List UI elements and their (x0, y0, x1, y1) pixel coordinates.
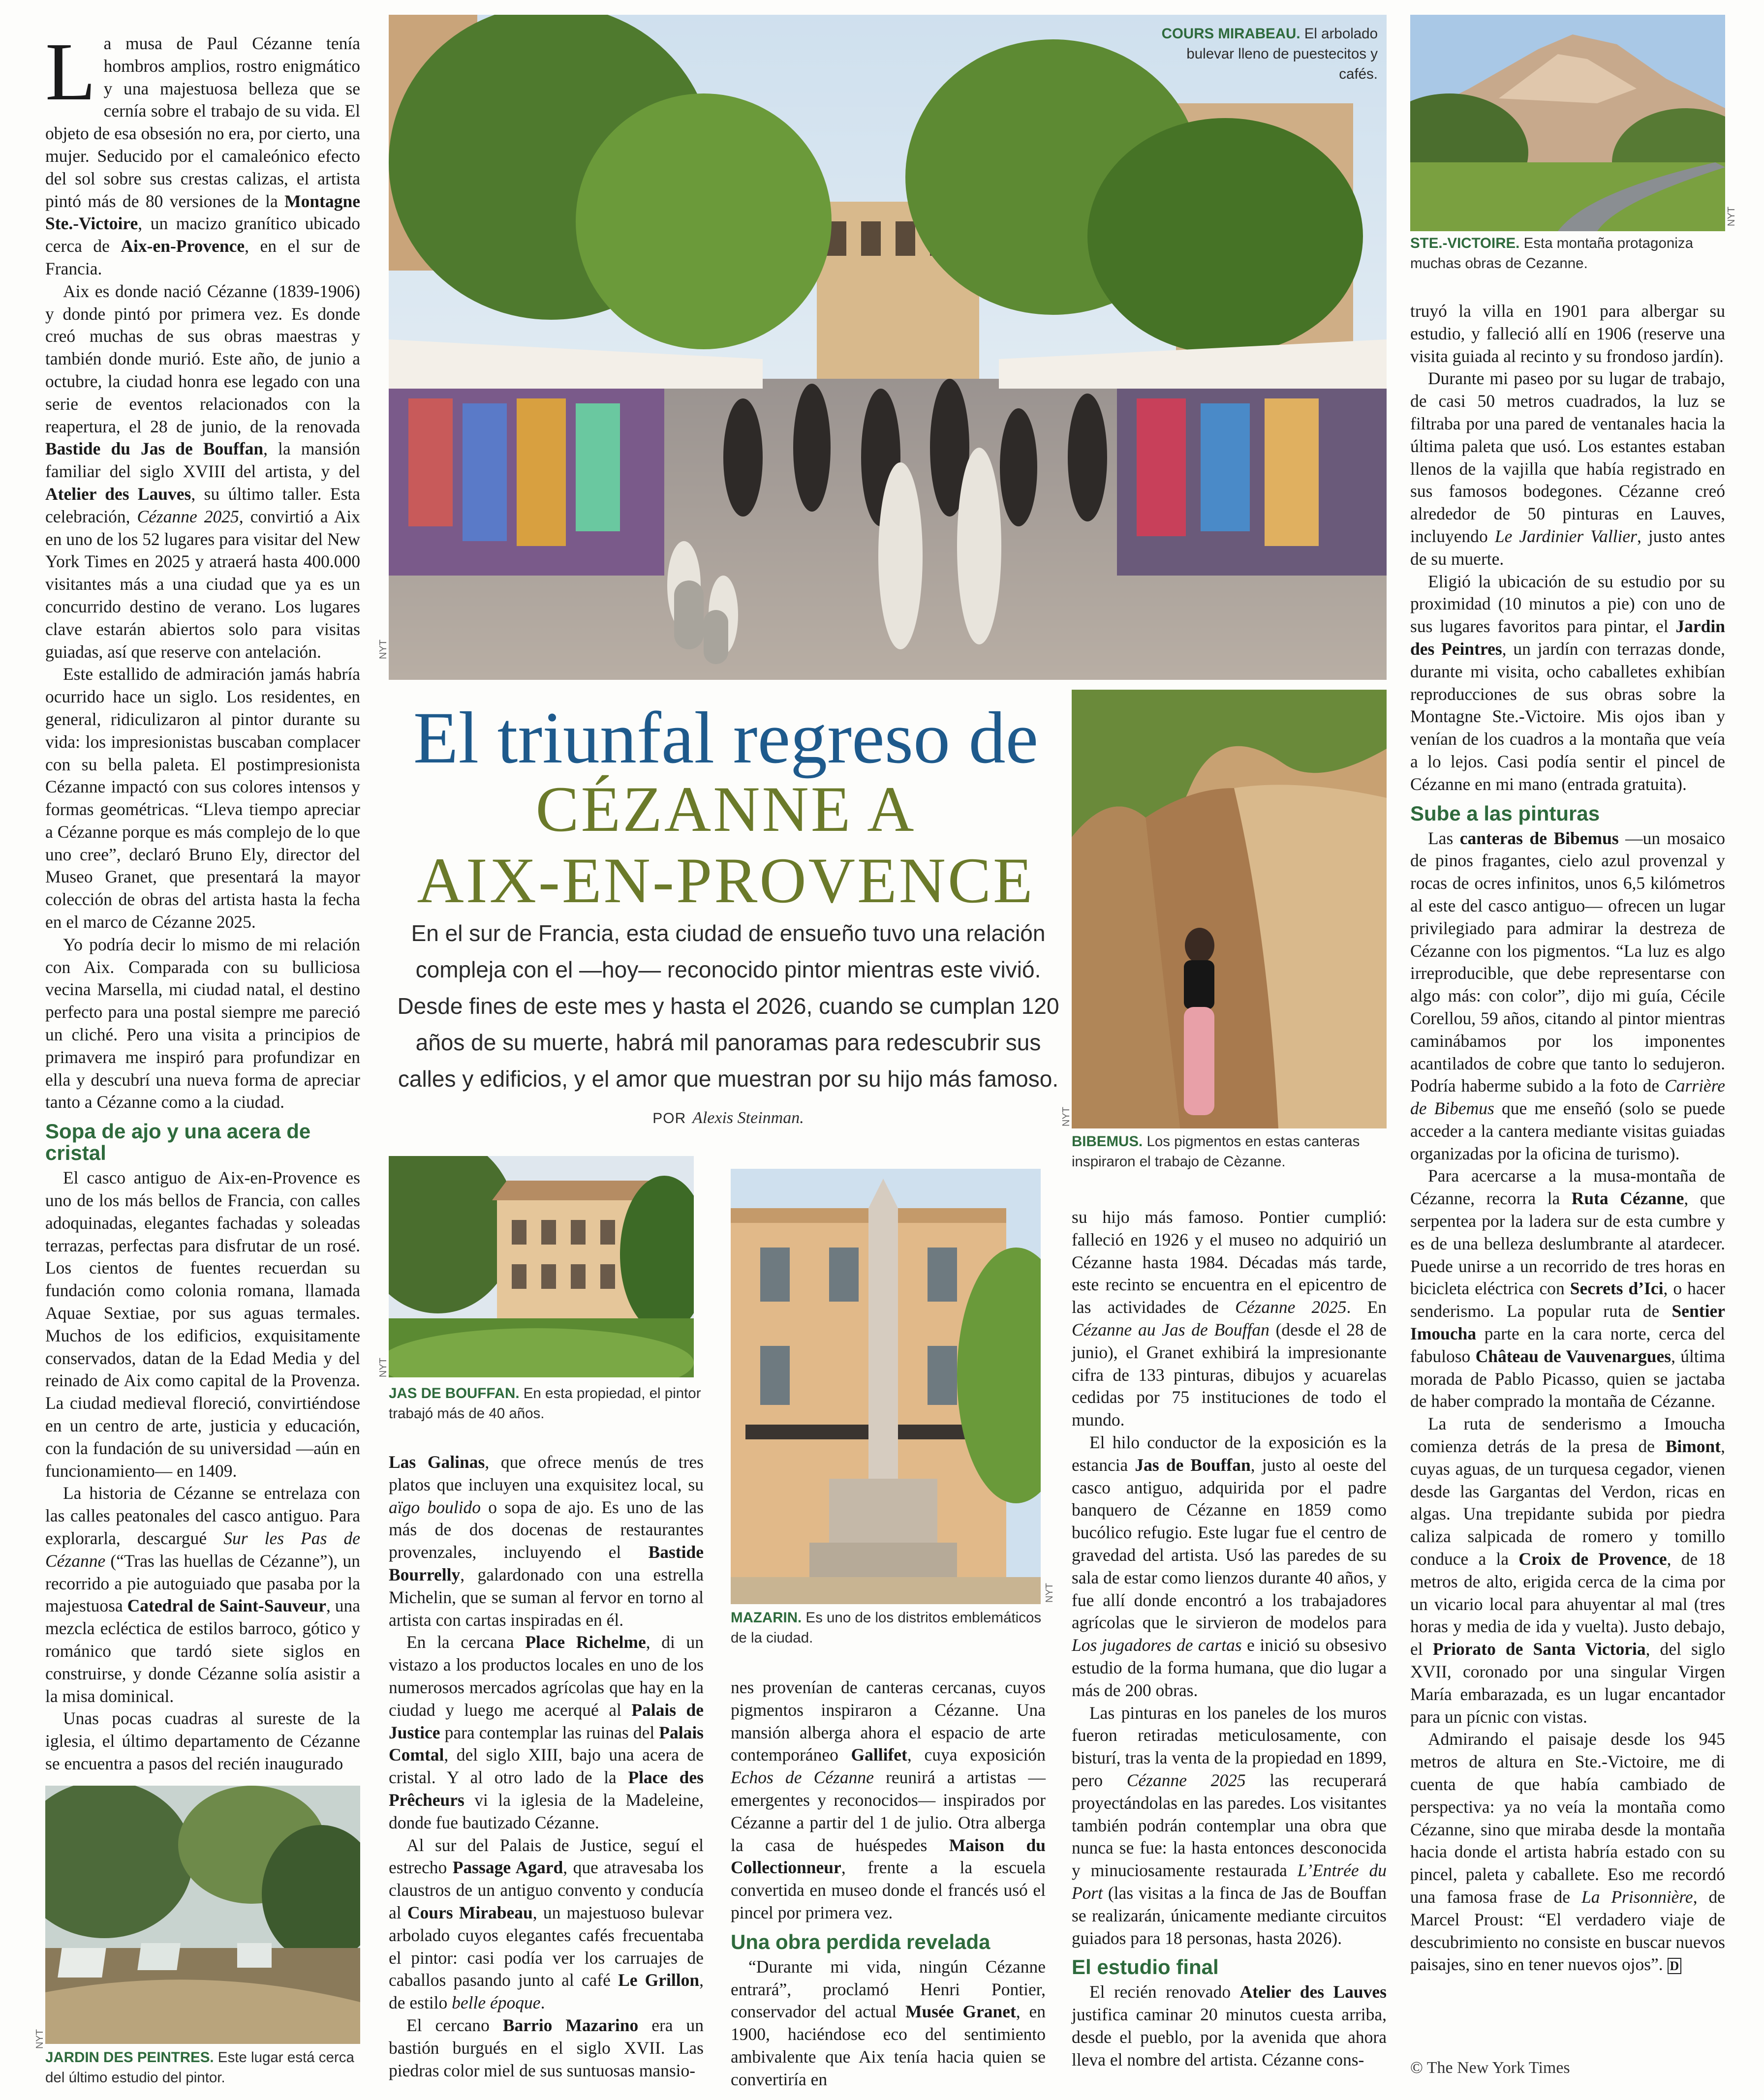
caption-bibemus: BIBEMUS. Los pigmentos en estas canteras inspiraron el trabajo de Cèzanne. (1072, 1133, 1360, 1170)
dek: En el sur de Francia, esta ciudad de ensueño tuvo una relación compleja con el —hoy— reconocido pintor mientras este vivió. Desde fines de este mes y hasta el 2026, cuando se cumplan 120 años de su muerte, habrá mil panoramas para redescubrir sus calles y edificios, y el amor que muestran por su hijo más famoso. POR Alexis Steinman. (397, 920, 1059, 1127)
paragraph: nes provenían de canteras cercanas, cuyos pigmentos inspiraron a Cézanne. Una mansión alberga ahora el espacio de arte contemporáneo Gallifet, cuya exposición Echos de Cézanne reunirá a artistas —emergentes y reconocidos— inspirados por Cézanne a partir del 1 de julio. Otra alberga la casa de huéspedes Maison du Collectionneur, frente a la escuela convertida en museo donde el francés usó el pincel por primera vez. (731, 1677, 1046, 1922)
paragraph: “Durante mi vida, ningún Cézanne entrará”, proclamó Henri Pontier, conservador del actual Musée Granet, en 1900, haciéndose eco del sentimiento ambivalente que Aix tenía hacia quien se convertiría en (731, 1956, 1046, 2089)
article-column-2 (389, 1451, 704, 2082)
paragraph: Yo podría decir lo mismo de mi relación con Aix. Comparada con su bulliciosa vecina Marsella, mi ciudad natal, el destino perfecto para una postal siempre me pareció un cliché. Pero una visita a principios de primavera me inspiró para profundizar en ella y descubrí una nueva forma de apreciar tanto a Cézanne como a la ciudad. (45, 934, 360, 1112)
photo-credit: NYT (378, 639, 389, 659)
photo-credit: NYT (34, 2029, 45, 2049)
headline-line-1: El triunfal regreso de (413, 697, 1039, 779)
paragraph: La musa de Paul Cézanne tenía hombros amplios, rostro enigmático y una majestuosa belleza que se cernía sobre el trabajo de su vida. El objeto de esa obsesión no era, por cierto, una mujer. Seducido por el camaleónico efecto del sol sobre sus crestas calizas, el artista pintó más de 80 versiones de la Montagne Ste.-Victoire, un macizo granítico ubicado cerca de Aix-en-Provence, en el sur de Francia. (45, 26, 360, 278)
paragraph: La ruta de senderismo a Imoucha comienza detrás de la presa de Bimont, cuyas aguas, de un turquesa cegador, vienen desde las Gargantas del Verdon, ricas en algas. Una trepidante subida por piedra caliza salpicada de romero y tomillo conduce a la Croix de Provence, de 18 metros de alto, erigida cerca de la cima por un vicario local para ahuyentar al mal (tres horas y media de ida y vuelta). Justo debajo, el Priorato de Santa Victoria, del siglo XVII, coronado por una singular Virgen María embarazada, es un lugar encantador para un pícnic con vistas. (1410, 1414, 1725, 1727)
subhead-estudio: El estudio final (1072, 1955, 1219, 1979)
paragraph: El recién renovado Atelier des Lauves justifica caminar 20 minutos cuesta arriba, desde el pueblo, por la avenida que ahora lleva el nombre del artista. Cézanne cons- (1072, 1982, 1387, 2070)
subhead-sopa: Sopa de ajo y una acera de cristal (45, 1120, 311, 1165)
paragraph: El casco antiguo de Aix-en-Provence es uno de los más bellos de Francia, con calles adoquinadas, elegantes fachadas y soleadas terrazas, perfectas para disfrutar de un rosé. Los cientos de fuentes recuerdan su fundación como colonia romana, llamada Aquae Sextiae, por sus aguas termales. Muchos de los edificios, exquisitamente conservados, datan de la Edad Media y del reinado de Aix como capital de la Provenza. La ciudad medieval floreció, convirtiéndose en un centro de arte, justicia y educación, con la fundación de su universidad —aún en funcionamiento— en 1409. (45, 1168, 360, 1481)
photo-credit: NYT (1061, 1107, 1072, 1126)
cours-mirabeau-photo (389, 15, 1387, 680)
ste-victoire-photo (1410, 15, 1725, 231)
photo-credit: NYT (1726, 207, 1737, 226)
paragraph: Las pinturas en los paneles de los muros fueron retiradas meticulosamente, con bisturí, tras la venta de la propiedad en 1899, pero Cézanne 2025 las recuperará proyectándolas en las paredes. Los visitantes también podrán contemplar una obra que nunca se fue: la hasta entonces desconocida y minuciosamente restaurada L’Entrée du Port (las visitas a la finca de Jas de Bouffan se realizarán, únicamente mediante circuitos guiados para 18 personas, hasta 2026). (1072, 1703, 1387, 1948)
caption-cours-mirabeau: COURS MIRABEAU. El arbolado bulevar lleno de puestecitos y cafés. (1161, 26, 1378, 82)
caption-jas: JAS DE BOUFFAN. En esta propiedad, el pintor trabajó más de 40 años. (389, 1385, 701, 1422)
article-column-3 (731, 1676, 1046, 2091)
paragraph: Al sur del Palais de Justice, seguí el estrecho Passage Agard, que atravesaba los claustros de un antiguo convento y conducía al Cours Mirabeau, un majestuoso bulevar arbolado cuyos elegantes cafés frecuentaba el pintor: casi podía ver los carruajes de caballos pasando junto al café Le Grillon, de estilo belle époque. (389, 1835, 704, 2013)
jas-de-bouffan-photo (389, 1156, 694, 1377)
paragraph: Este estallido de admiración jamás habría ocurrido hace un siglo. Los residentes, en general, ridiculizaron al pintor durante su vida: los impresionistas buscaban complacer con su bella paleta. El postimpresionista Cézanne impactó con sus colores intensos y formas geométricas. “Lleva tiempo apreciar a Cézanne porque es más complejo de lo que uno cree”, declaró Bruno Ely, director del Museo Granet, que presentará la mayor colección de obras del artista hasta la fecha en el marco de Cézanne 2025. (45, 664, 360, 932)
paragraph: Las Galinas, que ofrece menús de tres platos que incluyen una exquisitez local, su aïgo boulido o sopa de ajo. Es uno de las más de dos docenas de restaurantes provenzales, incluyendo el Bastide Bourrelly, galardonado con una estrella Michelin, que se suman al fervor en torno al artista con cartas inspiradas en él. (389, 1452, 704, 1630)
jardin-photo (45, 1786, 360, 2044)
paragraph: Durante mi paseo por su lugar de trabajo, de casi 50 metros cuadrados, la luz se filtraba por una pared de ventanales hacia la última paleta que usó. Los estantes estaban llenos de la vajilla que había registrado en sus famosos bodegones. Cézanne creó alrededor de 50 pinturas en Lauves, incluyendo Le Jardinier Vallier, justo antes de su muerte. (1410, 368, 1725, 569)
subhead-sube: Sube a las pinturas (1410, 801, 1600, 825)
paragraph: El hilo conductor de la exposición es la estancia Jas de Bouffan, justo al oeste del casco antiguo, adquirida por el padre banquero de Cézanne en 1859 como bucólico refugio. Este lugar fue el centro de gravedad del artista. Usó las paredes de su sala de estar como lienzos durante 40 años, y fue allí donde encontró a los trabajadores agrícolas que le sirvieron de modelos para Los jugadores de cartas e inició su obsesivo estudio de la forma humana, que dio lugar a más de 200 obras. (1072, 1432, 1387, 1700)
headline-line-2: CÉZANNE A (535, 773, 916, 845)
paragraph: Eligió la ubicación de su estudio por su proximidad (10 minutos a pie) con uno de sus lugares favoritos para pintar, el Jardin des Peintres, un jardín con terrazas donde, durante mi visita, ocho caballetes exhibían reproducciones de sus obras sobre la Montagne Ste.-Victoire. Mis ojos iban y venían de los cuadros a la montaña que veía a lo lejos. Casi podía sentir el pincel de Cézanne en mi mano (entrada gratuita). (1410, 571, 1725, 794)
subhead-obra: Una obra perdida revelada (731, 1930, 990, 1953)
paragraph: truyó la villa en 1901 para albergar su estudio, y falleció allí en 1906 (reserve una visita guiada al recinto y su frondoso jardín). (1410, 301, 1725, 366)
paragraph: Admirando el paisaje desde los 945 metros de altura en Ste.-Victoire, me di cuenta de que había cambiado de perspectiva: ya no veía la montaña como Cézanne, sino que miraba desde la montaña hacia donde el artista habría estado con su pincel, paleta y caballete. Eso me recordó una famosa frase de La Prisonnière, de Marcel Proust: “El verdadero viaje de descubrimiento no consiste en buscar nuevos paisajes, sino en tener nuevos ojos”. D (1410, 1729, 1726, 1975)
paragraph: Unas pocas cuadras al sureste de la iglesia, el último departamento de Cézanne se encuentra a pasos del recién inaugurado (45, 1708, 360, 1773)
caption-mazarin: MAZARIN. Es uno de los distritos emblemáticos de la ciudad. (731, 1610, 1042, 1646)
byline-author: Alexis Steinman. (692, 1109, 804, 1127)
copyright: © The New York Times (1410, 2059, 1570, 2077)
article-column-4 (1072, 1206, 1387, 2071)
headline-line-3: AIX-EN-PROVENCE (417, 844, 1035, 916)
paragraph: Aix es donde nació Cézanne (1839-1906) y donde pintó por primera vez. Es donde creó muchas de sus obras maestras y también donde murió. Este año, de junio a octubre, la ciudad honra ese legado con una serie de eventos relacionados con la reapertura, el 28 de junio, de la renovada Bastide du Jas de Bouffan, la mansión familiar del siglo XVIII del artista, y del Atelier des Lauves, su último taller. Esta celebración, Cézanne 2025, convirtió a Aix en uno de los 52 lugares para visitar del New York Times en 2025 y atraerá hasta 400.000 visitantes más a una ciudad que ya es un concurrido destino de verano. Los lugares clave estarán abiertos solo para visitas guiadas, así que reserve con antelación. (45, 281, 361, 662)
photo-credit: NYT (378, 1358, 389, 1377)
end-mark: D (1668, 1958, 1682, 1974)
drop-cap: L (45, 26, 96, 118)
paragraph: La historia de Cézanne se entrelaza con las calles peatonales del casco antiguo. Para explorarla, descargué Sur les Pas de Cézanne (“Tras las huellas de Cézanne”), un recorrido a pie autoguiado que pasaba por la majestuosa Catedral de Saint-Sauveur, una mezcla ecléctica de estilos barroco, gótico y románico que tardó siete siglos en construirse, y donde Cézanne solía asistir a la misa dominical. (45, 1483, 360, 1706)
mazarin-photo (731, 1169, 1041, 1604)
paragraph: El cercano Barrio Mazarino era un bastión burgués en el siglo XVII. Las piedras color miel de sus suntuosas mansio- (389, 2015, 704, 2080)
paragraph: Las canteras de Bibemus —un mosaico de pinos fragantes, cielo azul provenzal y rocas de ocres infinitos, unos 6,5 kilómetros al este del casco antiguo— ofrecen un lugar privilegiado para admirar la destreza de Cézanne con los pigmentos. “La luz es algo irreproducible, que debe representarse con algo más: con color”, dijo mi guía, Cécile Corellou, 59 años, citando al pintor mientras caminábamos por los imponentes acantilados de cobre que tanto lo sedujeron. Podría haberme subido a la foto de Carrière de Bibemus que me enseñó (solo se puede acceder a la cantera mediante visitas guiadas organizadas por la oficina de turismo). (1410, 828, 1726, 1163)
bibemus-photo (1072, 690, 1387, 1128)
caption-ste-victoire: STE.-VICTOIRE. Esta montaña protagoniza muchas obras de Cezanne. (1410, 235, 1693, 272)
paragraph: En la cercana Place Richelme, di un vistazo a los productos locales en uno de los numerosos mercados agrícolas que hay en la ciudad y luego me acerqué al Palais de Justice para contemplar las ruinas del Palais Comtal, del siglo XIII, bajo una acera de cristal. Y al otro lado de la Place des Prêcheurs vi la iglesia de la Madeleine, donde fue bautizado Cézanne. (389, 1632, 704, 1832)
article-column-1 (45, 26, 361, 1775)
caption-jardin: JARDIN DES PEINTRES. Este lugar está cerca del último estudio del pintor. (45, 2049, 354, 2086)
paragraph: Para acercarse a la musa-montaña de Cézanne, recorra la Ruta Cézanne, que serpentea por la ladera sur de esta cumbre y es de una belleza deslumbrante al atardecer. Puede unirse a un recorrido de tres horas en bicicleta eléctrica con Secrets d’Ici, o hacer senderismo. La popular ruta de Sentier Imoucha parte en la cara norte, cerca del fabuloso Château de Vauvenargues, última morada de Pablo Picasso, quien se jactaba de haber comprado la montaña de Cézanne. (1410, 1166, 1725, 1411)
article-column-5 (1410, 300, 1725, 1978)
photo-credit: NYT (1044, 1583, 1055, 1603)
paragraph: su hijo más famoso. Pontier cumplió: falleció en 1926 y el museo no adquirió un Cézanne hasta 1984. Décadas más tarde, este recinto se encuentra en el epicentro de las actividades de Cézanne 2025. En Cézanne au Jas de Bouffan (desde el 28 de junio), el Granet exhibirá la impresionante cifra de 133 pinturas, dibujos y acuarelas cedidas por 75 instituciones de todo el mundo. (1072, 1207, 1387, 1430)
